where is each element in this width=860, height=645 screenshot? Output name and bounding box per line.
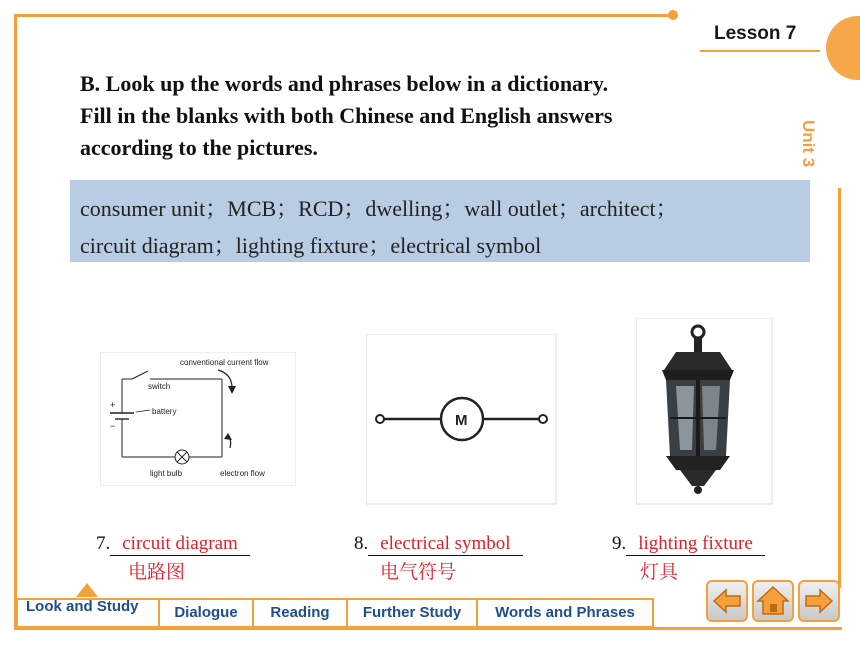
answer-chinese: 电路图 [128, 562, 186, 583]
instruction-line: according to the pictures. [80, 135, 318, 160]
answer-chinese: 灯具 [640, 562, 679, 583]
current-flow-label: conventional current flow [180, 358, 269, 367]
answer-8 [354, 533, 523, 583]
battery-label: battery [152, 407, 177, 416]
bulb-label: light bulb [150, 469, 183, 478]
motor-letter: M [455, 412, 468, 429]
answer-english: lighting fixture [626, 533, 765, 556]
answer-7 [96, 533, 250, 583]
tab-further-study[interactable]: Further Study [346, 598, 478, 628]
answer-9 [612, 533, 765, 583]
answer-english: electrical symbol [368, 533, 522, 556]
plus-sign: + [110, 400, 116, 410]
answer-english: circuit diagram [110, 533, 250, 556]
lesson-title: Lesson 7 [714, 23, 797, 44]
unit-label: Unit 3 [799, 120, 818, 168]
home-icon [754, 582, 792, 620]
frame-left-line [14, 14, 17, 630]
forward-button[interactable] [798, 580, 840, 622]
instructions [80, 68, 760, 164]
tab-words-and-phrases[interactable]: Words and Phrases [476, 598, 654, 628]
frame-dot [668, 10, 678, 20]
tab-dialogue[interactable]: Dialogue [158, 598, 254, 628]
back-arrow-icon [708, 582, 746, 620]
frame-right-line [838, 188, 841, 588]
circuit-diagram-image [100, 352, 296, 486]
corner-circle-decoration [826, 16, 860, 80]
instruction-line: Fill in the blanks with both Chinese and English answers [80, 103, 613, 128]
motor-symbol-image [366, 334, 558, 506]
lesson-underline [700, 50, 820, 52]
lantern-image [636, 318, 774, 506]
electron-flow-label: electron flow [220, 469, 265, 478]
frame-top-line [14, 14, 674, 17]
word-list-line: circuit diagram；lighting fixture；electrical symbol [80, 233, 542, 258]
active-tab-marker-icon [76, 583, 98, 597]
tab-look-and-study[interactable]: Look and Study [16, 598, 160, 628]
answer-number: 7. [96, 533, 111, 554]
word-list-line: consumer unit；MCB；RCD；dwelling；wall outlet；architect； [80, 196, 678, 221]
answer-chinese: 电气符号 [380, 562, 457, 583]
switch-label: switch [148, 382, 171, 391]
forward-arrow-icon [800, 582, 838, 620]
back-button[interactable] [706, 580, 748, 622]
answer-number: 9. [612, 533, 627, 554]
instruction-line: B. Look up the words and phrases below in a dictionary. [80, 71, 609, 96]
answer-number: 8. [354, 533, 369, 554]
word-box [70, 180, 810, 262]
tab-reading[interactable]: Reading [252, 598, 348, 628]
home-button[interactable] [752, 580, 794, 622]
minus-sign: − [110, 421, 116, 431]
